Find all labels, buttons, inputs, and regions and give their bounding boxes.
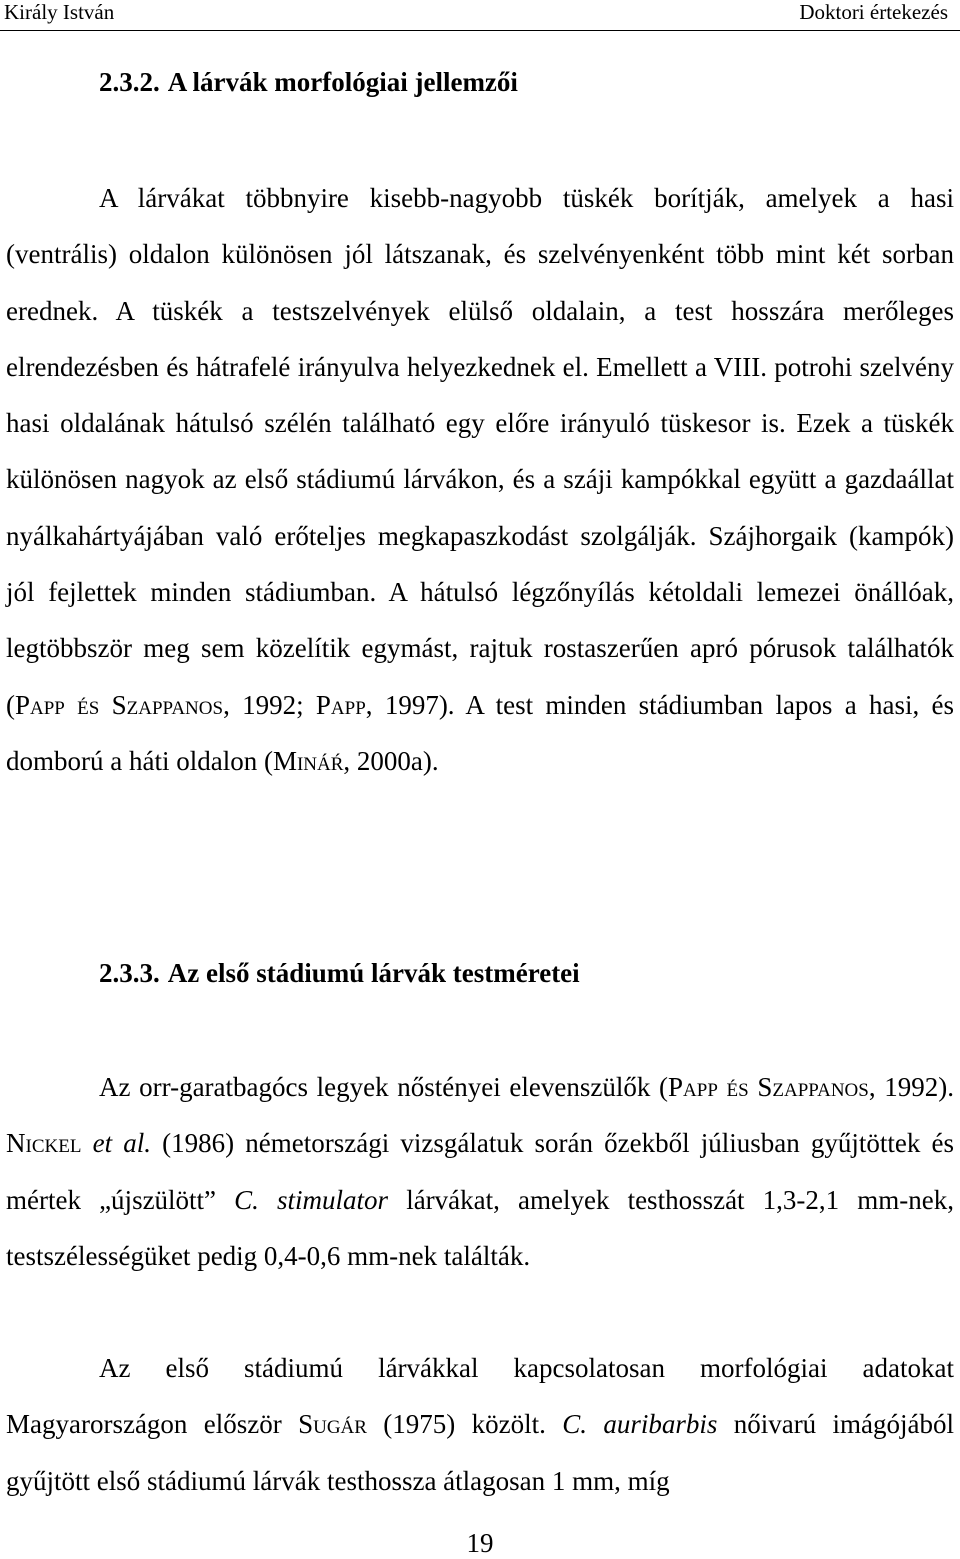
section-title: Az első stádiumú lárvák testméretei — [167, 958, 580, 988]
page-header — [0, 0, 960, 31]
header-author: Király István — [4, 0, 115, 24]
citation-author: Sugár — [298, 1409, 367, 1440]
section-number: 2.3.3. — [99, 958, 160, 988]
header-doc-type: Doktori értekezés — [799, 0, 948, 24]
species-name: C. auribarbis — [562, 1409, 718, 1440]
citation-author: Papp és Szappanos — [15, 689, 224, 720]
citation-author: Papp — [315, 689, 366, 720]
section-number: 2.3.2. — [99, 67, 160, 97]
paragraph-larva-size: Az orr-garatbagócs legyek nőstényei elevenszülők (Papp és Szappanos, 1992). Nickel et al. (1986) németországi vizsgálatuk során őzekből júliusban gyűjtöttek és mértek „újszülött” C. stimulator lárvákat, amelyek testhosszát 1,3-2,1 mm-nek, testszélességüket pedig 0,4-0,6 mm-nek találták. — [6, 1072, 955, 1271]
paragraph-hungarian-data: Az első stádiumú lárvákkal kapcsolatosan morfológiai adatokat Magyarországon először Sugár (1975) közölt. C. auribarbis nőivarú imágójából gyűjtött első stádiumú lárvák testhossza átlagosan 1 mm, míg — [6, 1353, 954, 1496]
section-heading-2-3-2 — [99, 67, 518, 98]
page-number: 19 — [466, 1528, 494, 1558]
citation-author: Papp és Szappanos — [668, 1072, 869, 1102]
paragraph-larva-morphology: A lárvákat többnyire kisebb-nagyobb tüskék borítják, amelyek a hasi (ventrális) oldalon különösen jól látszanak, és szelvényenként több mint két sorban erednek. A tüskék a testszelvények elülső oldalain, a test hosszára merőleges elrendezésben és hátrafelé irányulva helyezkednek el. Emellett a VIII. potrohi szelvény hasi oldalának hátulsó szélén található egy előre irányuló tüskesor is. Ezek a tüskék különösen nagyok az első stádiumú lárvákon, és a száji kampókkal együtt a gazdaállat nyálkahártyájában való erőteljes megkapaszkodást szolgálják. Szájhorgaik (kampók) jól fejlettek minden stádiumban. A hátulsó légzőnyílás kétoldali lemezei önállóak, legtöbbször meg sem közelítik egymást, rajtuk rostaszerűen apró pórusok találhatók (Papp és Szappanos, 1992; Papp, 1997). A test minden stádiumban lapos a hasi, és domború a háti oldalon (Mináŕ, 2000a). — [6, 183, 954, 776]
section-title: A lárvák morfológiai jellemzői — [167, 67, 518, 97]
species-name: C. stimulator — [234, 1184, 389, 1215]
citation-author: Nickel — [6, 1128, 82, 1159]
citation-author: Mináŕ — [272, 745, 344, 776]
section-heading-2-3-3 — [99, 958, 580, 989]
